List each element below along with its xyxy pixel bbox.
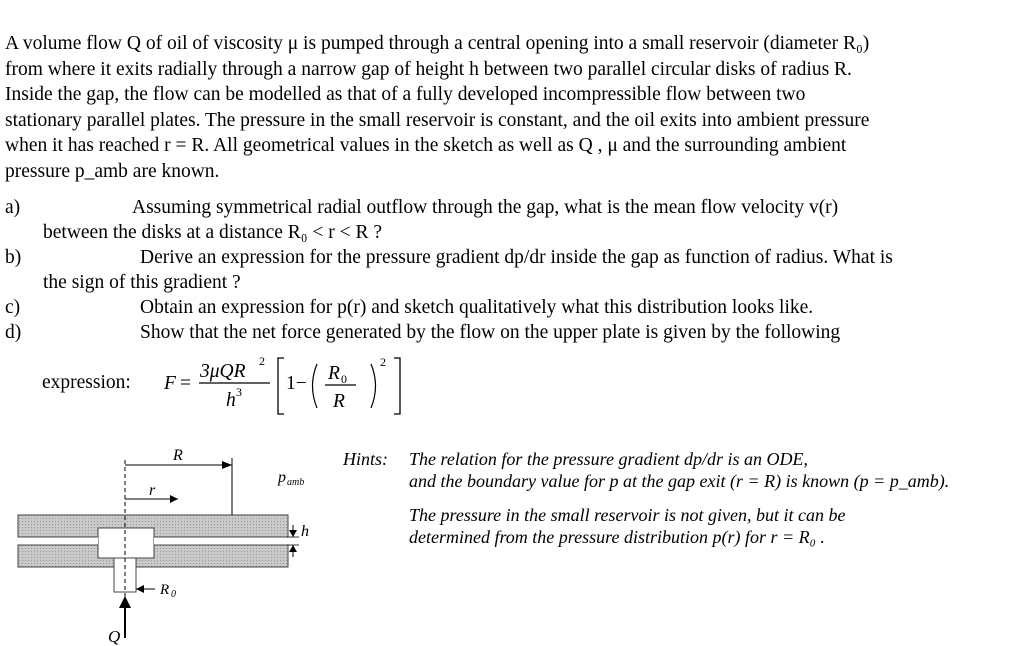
hints-label: Hints: [343,449,388,469]
right-bracket [394,358,400,414]
intro-line: pressure p_amb are known. [5,160,220,182]
formula-equals: = [180,373,191,394]
question-label: a) [5,197,21,218]
left-paren [313,364,318,408]
formula-inner-num-sub: 0 [341,372,347,386]
label-h: h [301,523,309,540]
hint-line: The pressure in the small reservoir is not given, but it can be [409,505,846,525]
question-text: Obtain an expression for p(r) and sketch qualitatively what this distribution looks like. [140,297,814,318]
label-R0-sub: 0 [171,589,176,600]
intro-line: stationary parallel plates. The pressure in the small reservoir is constant, and the oil exits into ambient pressure [5,109,870,131]
formula-outer-exp: 2 [380,355,386,369]
formula-equation [162,352,402,424]
left-bracket [278,358,284,414]
intro-line: A volume flow Q of oil of viscosity μ is pumped through a central opening into a small reservoir (diameter R₀) [5,33,870,54]
force-formula [42,352,402,422]
formula-num-exp: 2 [259,354,265,368]
disk-sketch [10,440,330,646]
question-label: c) [5,297,21,318]
formula-label: expression: [42,372,131,393]
question-label: b) [5,247,22,268]
right-paren [371,364,376,408]
question-text: Show that the net force generated by the flow on the upper plate is given by the following [140,322,841,343]
problem-statement [5,31,1005,185]
label-r: r [149,482,156,499]
formula-one-minus: 1− [286,373,307,394]
intro-line: when it has reached r = R. All geometrical values in the sketch as well as Q , μ and the surrounding ambient [5,135,847,157]
formula-den-exp: 3 [236,385,242,399]
question-label: d) [5,322,22,343]
label-R0: R [160,582,170,598]
hint-line: and the boundary value for p at the gap exit (r = R) is known (p = p_amb). [409,471,950,491]
gap [18,537,98,545]
formula-inner-den: R [333,391,345,412]
label-R: R [173,447,183,464]
formula-numerator: 3μQR [200,361,246,382]
question-text: between the disks at a distance R₀ < r < R ? [43,222,383,243]
intro-line: from where it exits radially through a narrow gap of height h between two parallel circular disks of radius R. [5,58,852,80]
label-Q: Q [108,627,121,646]
hint-line: The relation for the pressure gradient dp/dr is an ODE, [409,449,808,469]
formula-inner-num: R [328,363,340,384]
reservoir [98,528,154,558]
question-text: the sign of this gradient ? [43,272,241,293]
question-text: Assuming symmetrical radial outflow through the gap, what is the mean flow velocity v(r) [132,197,839,218]
intro-line: Inside the gap, the flow can be modelled as that of a fully developed incompressible flow between two [5,84,806,106]
label-pamb-sub: amb [287,477,305,488]
hint-line: determined from the pressure distribution p(r) for r = R₀ . [409,527,825,547]
formula-denominator: h [226,390,236,411]
label-pamb: p [278,469,286,486]
gap [154,537,288,545]
formula-lhs: F [164,373,176,394]
question-text: Derive an expression for the pressure gradient dp/dr inside the gap as function of radius. What is [140,247,893,268]
